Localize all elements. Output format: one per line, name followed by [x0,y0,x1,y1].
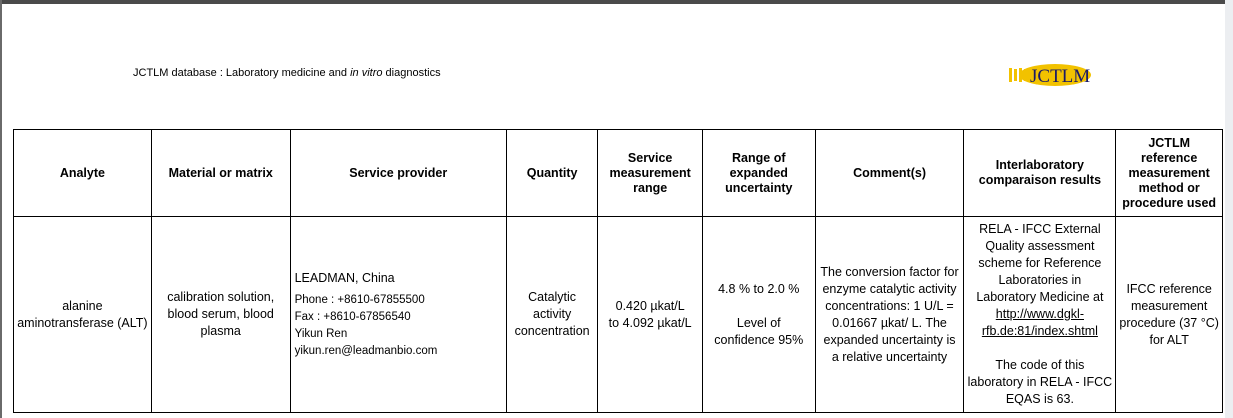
cell-range [598,217,703,413]
col-header-quantity: Quantity [506,130,598,217]
logo-stripe [1024,69,1027,81]
col-header-provider: Service provider [290,130,506,217]
range-to: to 4.092 µkat/L [608,315,692,330]
col-header-material: Material or matrix [151,130,290,217]
cell-provider [290,217,506,413]
provider-phone: Phone : +8610-67855500 [294,293,425,306]
col-header-range: Service measurement range [598,130,703,217]
cell-analyte: alanine aminotransferase (ALT) [14,217,152,413]
col-header-method: JCTLM reference measurement method or procedure used [1116,130,1223,217]
header-title-italic: in vitro [350,67,383,79]
uncertainty-range: 4.8 % to 2.0 % [718,281,800,296]
service-table [13,129,1223,413]
vertical-scrollbar[interactable] [1225,0,1233,418]
logo-stripe [1014,69,1017,81]
window-left-border [0,0,2,418]
jctlm-logo [1007,62,1093,88]
jctlm-logo-icon [1007,62,1093,88]
header-title-suffix: diagnostics [385,67,441,79]
confidence-level: Level of confidence 95% [714,315,804,347]
provider-contact: Yikun Ren [294,327,348,340]
col-header-analyte: Analyte [14,130,152,217]
cell-uncertainty [702,217,815,413]
range-from: 0.420 µkat/L [615,298,685,313]
logo-text: JCTLM [1030,66,1091,87]
window-top-border [0,0,1233,4]
logo-stripe [1009,68,1012,82]
provider-email: yikun.ren@leadmanbio.com [294,344,438,357]
col-header-interlab: Interlaboratory comparaison results [964,130,1116,217]
logo-stripe [1019,68,1022,82]
interlab-text: RELA - IFCC External Quality assessment scheme for Reference Laboratories in Laboratory Medicine at [976,222,1104,304]
cell-comment: The conversion factor for enzyme catalytic activity concentrations: 1 U/L = 0.01667 µkat/ L. The expanded uncertainty is a relative uncertainty [815,217,964,413]
cell-interlab [964,217,1116,413]
table-row [14,217,1223,413]
interlab-link[interactable]: http://www.dgkl-rfb.de:81/index.shtml [981,307,1098,338]
page-header-title [133,67,441,79]
col-header-uncertainty: Range of expanded uncertainty [702,130,815,217]
col-header-comments: Comment(s) [815,130,964,217]
table-header-row [14,130,1223,217]
interlab-code: The code of this laboratory in RELA - IFCC EQAS is 63. [967,358,1113,406]
provider-fax: Fax : +8610-67856540 [294,310,411,323]
cell-method: IFCC reference measurement procedure (37 °C) for ALT [1116,217,1223,413]
spacer [967,340,1112,357]
spacer [706,298,812,315]
cell-quantity: Catalytic activity concentration [506,217,598,413]
provider-name: LEADMAN, China [294,270,395,285]
cell-material: calibration solution, blood serum, blood plasma [151,217,290,413]
header-title-prefix: JCTLM database : Laboratory medicine and [133,67,348,79]
